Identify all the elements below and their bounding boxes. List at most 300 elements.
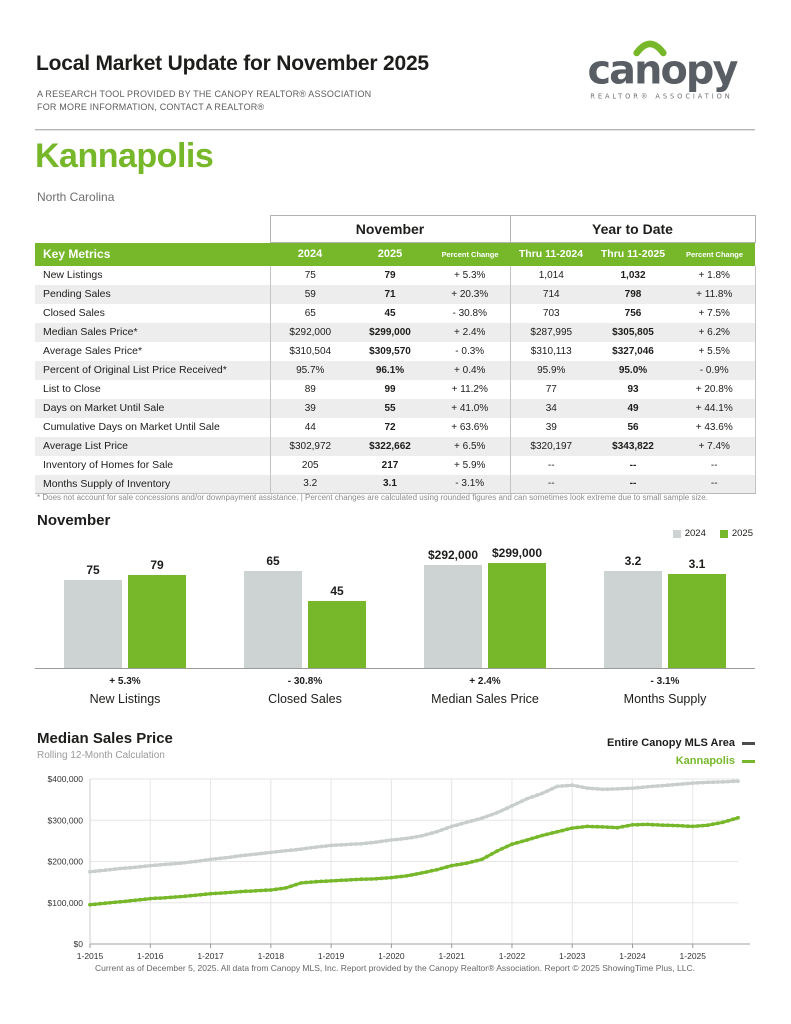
series-marker — [390, 876, 394, 880]
bar-pct-change: + 5.3% — [109, 676, 141, 687]
series-marker — [128, 866, 132, 870]
x-axis-label: 1-2019 — [317, 951, 345, 961]
metric-value: $309,570 — [369, 345, 411, 357]
series-marker — [163, 863, 167, 867]
series-marker — [661, 784, 665, 788]
subtitle-line-1: A RESEARCH TOOL PROVIDED BY THE CANOPY REALTOR® ASSOCIATION — [37, 89, 372, 99]
series-marker — [364, 841, 368, 845]
table-row — [35, 285, 755, 304]
bar-column-2024 — [604, 554, 662, 668]
series-marker — [189, 894, 193, 898]
series-marker — [495, 811, 499, 815]
series-marker — [475, 859, 479, 863]
series-marker — [661, 823, 665, 827]
metric-label: Median Sales Price* — [35, 323, 270, 342]
metric-value: 45 — [384, 307, 396, 319]
x-axis-label: 1-2017 — [197, 951, 224, 961]
bar-value-label: 75 — [86, 563, 100, 577]
metric-value: + 41.0% — [430, 399, 510, 418]
series-marker — [138, 898, 142, 902]
logo-wordmark: canopy — [587, 47, 737, 94]
bar-plot-area — [35, 542, 755, 668]
series-marker — [585, 825, 589, 829]
metric-value: 59 — [270, 285, 350, 304]
bar-group-caption — [575, 676, 755, 706]
bar-pct-change: - 3.1% — [650, 676, 680, 687]
series-marker — [400, 837, 404, 841]
footer-text: Current as of December 5, 2025. All data from Canopy MLS, Inc. Report provided by the Canopy Realtor® Association. Report © 2025 ShowingTime Plus, LLC. — [95, 963, 695, 973]
series-marker — [575, 826, 579, 830]
series-marker — [374, 840, 378, 844]
series-marker — [601, 825, 605, 829]
series-marker — [244, 889, 248, 893]
series-marker — [103, 868, 107, 872]
metric-value: 1,014 — [510, 266, 592, 285]
series-marker — [264, 851, 268, 855]
metric-value: + 1.8% — [674, 266, 755, 285]
series-marker — [651, 785, 655, 789]
series-marker — [616, 787, 620, 791]
series-marker — [595, 825, 599, 829]
legend-label-kannapolis: Kannapolis — [675, 755, 735, 767]
metric-value: + 11.2% — [451, 383, 488, 395]
series-marker — [385, 876, 389, 880]
series-marker — [550, 831, 554, 835]
series-marker — [103, 901, 107, 905]
bar-category-label: Median Sales Price — [431, 692, 539, 706]
bar-column-2025 — [668, 557, 726, 668]
metric-value: 217 — [381, 459, 399, 471]
series-marker — [575, 784, 579, 788]
median-price-line-chart-section — [35, 730, 755, 962]
metric-label: Average Sales Price* — [43, 345, 143, 357]
series-marker — [229, 855, 233, 859]
metric-value: $302,972 — [270, 437, 350, 456]
november-bar-chart-section — [35, 506, 755, 718]
canopy-logo — [583, 34, 753, 106]
metric-value: -- — [592, 475, 674, 494]
page-subtitle — [37, 88, 371, 114]
bar-column-2024 — [64, 563, 122, 668]
series-marker — [148, 864, 152, 868]
series-marker — [390, 838, 394, 842]
bar-chart-heading: November — [37, 512, 111, 529]
series-marker — [606, 825, 610, 829]
series-marker — [711, 822, 715, 826]
series-marker — [118, 900, 122, 904]
series-marker — [585, 786, 589, 790]
metric-label: Closed Sales — [43, 307, 105, 319]
series-marker — [123, 900, 127, 904]
series-marker — [249, 889, 253, 893]
series-marker — [189, 860, 193, 864]
series-marker — [445, 826, 449, 830]
series-marker — [621, 787, 625, 791]
series-marker — [148, 897, 152, 901]
bar-group — [35, 542, 215, 668]
bar-column-2024 — [424, 548, 482, 668]
metric-value: 75 — [270, 266, 350, 285]
series-marker — [259, 889, 263, 893]
legend-label-2024: 2024 — [684, 528, 706, 539]
series-marker — [108, 901, 112, 905]
table-row — [35, 342, 755, 361]
series-marker — [510, 842, 514, 846]
series-marker — [450, 825, 454, 829]
series-marker — [480, 858, 484, 862]
metric-value: 93 — [627, 383, 639, 395]
metric-label: Average List Price — [35, 437, 270, 456]
series-marker — [686, 782, 690, 786]
metric-value: 3.1 — [350, 475, 430, 494]
metric-label: Inventory of Homes for Sale — [43, 459, 174, 471]
series-marker — [540, 792, 544, 796]
series-marker — [224, 891, 228, 895]
series-marker — [299, 881, 303, 885]
y-axis-label: $300,000 — [47, 815, 83, 826]
x-axis-label: 1-2024 — [619, 951, 646, 961]
series-marker — [711, 780, 715, 784]
bar-column-2024 — [244, 554, 302, 668]
series-marker — [525, 797, 529, 801]
series-marker — [430, 869, 434, 873]
y-axis-label: $100,000 — [47, 897, 83, 908]
col-header-ytd-2024: Thru 11-2024 — [510, 243, 592, 266]
metric-value: + 5.9% — [454, 459, 486, 471]
series-marker — [405, 874, 409, 878]
series-marker — [470, 819, 474, 823]
metric-value: $322,662 — [350, 437, 430, 456]
series-marker — [174, 895, 178, 899]
series-marker — [284, 886, 288, 890]
metric-value: 72 — [384, 421, 396, 433]
series-marker — [309, 846, 313, 850]
group-header-november: November — [270, 216, 510, 243]
series-marker — [671, 824, 675, 828]
bar-column-2025 — [488, 546, 546, 668]
series-marker — [158, 863, 162, 867]
series-marker — [435, 830, 439, 834]
legend-item-2024 — [673, 528, 706, 539]
x-axis-label: 1-2018 — [257, 951, 285, 961]
series-marker — [601, 787, 605, 791]
metric-value: $343,822 — [592, 437, 674, 456]
series-marker — [395, 838, 399, 842]
series-marker — [505, 806, 509, 810]
metric-value: + 20.3% — [430, 285, 510, 304]
bar-pct-change: + 2.4% — [469, 676, 501, 687]
metric-value: 89 — [270, 380, 350, 399]
bar-chart-legend — [673, 528, 753, 539]
series-marker — [485, 815, 489, 819]
metric-value: 99 — [384, 383, 396, 395]
series-marker — [641, 823, 645, 827]
series-marker — [420, 834, 424, 838]
series-marker — [681, 782, 685, 786]
series-marker — [314, 880, 318, 884]
table-row — [35, 399, 755, 418]
series-marker — [369, 841, 373, 845]
bar-category-label: New Listings — [89, 692, 161, 706]
metric-value: + 7.5% — [674, 304, 755, 323]
series-marker — [219, 856, 223, 860]
series-marker — [440, 828, 444, 832]
series-marker — [274, 887, 278, 891]
series-marker — [98, 902, 102, 906]
metric-value: + 5.3% — [454, 269, 486, 281]
series-marker — [324, 844, 328, 848]
series-marker — [319, 880, 323, 884]
series-marker — [379, 877, 383, 881]
series-marker — [289, 848, 293, 852]
metric-label: Percent of Original List Price Received* — [35, 361, 270, 380]
col-header-ytd-2025: Thru 11-2025 — [592, 243, 674, 266]
series-marker — [334, 843, 338, 847]
series-marker — [721, 780, 725, 784]
series-marker — [666, 823, 670, 827]
series-marker — [646, 823, 650, 827]
series-marker — [626, 787, 630, 791]
series-marker — [364, 877, 368, 881]
metric-label: Months Supply of Inventory — [35, 475, 270, 494]
metric-value: 96.1% — [350, 361, 430, 380]
state-name: North Carolina — [37, 190, 115, 204]
legend-dash-kannapolis — [742, 760, 755, 763]
metric-value: - 30.8% — [452, 307, 487, 319]
metric-value: - 0.3% — [455, 345, 485, 357]
logo-tagline: REALTOR® ASSOCIATION — [590, 92, 733, 101]
col-header-nov-2025: 2025 — [350, 243, 430, 266]
series-marker — [359, 842, 363, 846]
series-marker — [736, 816, 740, 820]
series-marker — [505, 845, 509, 849]
series-marker — [530, 795, 534, 799]
series-marker — [480, 816, 484, 820]
series-marker — [329, 844, 333, 848]
series-marker — [153, 863, 157, 867]
metric-value: 1,032 — [620, 269, 646, 281]
series-marker — [264, 888, 268, 892]
series-marker — [420, 871, 424, 875]
series-marker — [515, 802, 519, 806]
series-marker — [455, 823, 459, 827]
series-marker — [570, 826, 574, 830]
series-marker — [415, 872, 419, 876]
series-marker — [93, 869, 97, 873]
line-chart-svg — [35, 772, 755, 964]
series-marker — [445, 865, 449, 869]
series-marker — [425, 870, 429, 874]
series-marker — [646, 785, 650, 789]
series-marker — [686, 824, 690, 828]
series-marker — [726, 780, 730, 784]
series-marker — [525, 838, 529, 842]
series-marker — [344, 843, 348, 847]
bar-value-label: $292,000 — [427, 548, 479, 562]
bar-value-label: 79 — [150, 558, 164, 572]
y-axis-label: $200,000 — [47, 856, 83, 867]
series-marker — [269, 888, 273, 892]
series-marker — [631, 786, 635, 790]
series-marker — [570, 783, 574, 787]
series-marker — [520, 840, 524, 844]
bar-group — [395, 542, 575, 668]
header-divider — [35, 129, 755, 131]
metric-value: $310,504 — [270, 342, 350, 361]
series-marker — [706, 780, 710, 784]
legend-swatch-2024 — [673, 530, 681, 538]
series-marker — [535, 793, 539, 797]
series-marker — [194, 893, 198, 897]
legend-item-mls-area — [607, 734, 755, 752]
bar-2024 — [244, 571, 302, 668]
series-marker — [229, 891, 233, 895]
series-marker — [234, 855, 238, 859]
bar-value-label: 3.1 — [688, 557, 706, 571]
series-marker — [254, 889, 258, 893]
series-marker — [259, 852, 263, 856]
series-marker — [400, 875, 404, 879]
legend-item-kannapolis — [607, 752, 755, 770]
x-axis-label: 1-2016 — [137, 951, 164, 961]
series-marker — [676, 783, 680, 787]
series-marker — [626, 824, 630, 828]
series-line-mls-area — [90, 781, 738, 872]
metric-label: Pending Sales — [35, 285, 270, 304]
bar-column-2025 — [308, 584, 366, 668]
table-row — [35, 475, 755, 494]
series-marker — [118, 867, 122, 871]
series-marker — [314, 845, 318, 849]
series-marker — [490, 852, 494, 856]
series-marker — [128, 899, 132, 903]
series-marker — [309, 880, 313, 884]
series-marker — [410, 873, 414, 877]
metric-value: 95.9% — [510, 361, 592, 380]
bar-pct-change: - 30.8% — [287, 676, 323, 687]
series-marker — [696, 824, 700, 828]
series-marker — [611, 787, 615, 791]
metric-value: - 0.9% — [674, 361, 755, 380]
series-marker — [510, 804, 514, 808]
x-axis-label: 1-2015 — [76, 951, 104, 961]
metric-value: -- — [674, 456, 755, 475]
series-marker — [359, 877, 363, 881]
series-marker — [93, 902, 97, 906]
table-column-header-row — [35, 243, 755, 266]
series-marker — [460, 822, 464, 826]
bar-group-caption — [395, 676, 575, 706]
series-marker — [641, 785, 645, 789]
metric-value: - 3.1% — [430, 475, 510, 494]
series-marker — [219, 891, 223, 895]
bar-2024 — [604, 571, 662, 668]
key-metrics-table — [35, 215, 756, 494]
table-row — [35, 323, 755, 342]
series-marker — [299, 847, 303, 851]
series-marker — [716, 821, 720, 825]
series-marker — [234, 890, 238, 894]
bar-category-label: Months Supply — [623, 692, 707, 706]
metric-value: $287,995 — [510, 323, 592, 342]
metric-value: $299,000 — [350, 323, 430, 342]
metric-value: 34 — [510, 399, 592, 418]
legend-item-2025 — [720, 528, 753, 539]
metric-label: Days on Market Until Sale — [35, 399, 270, 418]
metric-value: 77 — [510, 380, 592, 399]
series-marker — [465, 861, 469, 865]
series-marker — [550, 787, 554, 791]
series-marker — [450, 864, 454, 868]
series-marker — [671, 783, 675, 787]
series-marker — [731, 779, 735, 783]
x-axis-label: 1-2025 — [679, 951, 707, 961]
series-marker — [560, 829, 564, 833]
metric-value: 55 — [350, 399, 430, 418]
series-marker — [691, 781, 695, 785]
series-marker — [204, 892, 208, 896]
series-marker — [731, 817, 735, 821]
series-marker — [560, 784, 564, 788]
bar-2024 — [64, 580, 122, 668]
subtitle-line-2: FOR MORE INFORMATION, CONTACT A REALTOR® — [37, 102, 265, 112]
bar-column-2025 — [128, 558, 186, 668]
metric-value: $292,000 — [270, 323, 350, 342]
metric-value: 3.2 — [270, 475, 350, 494]
bar-value-label: $299,000 — [491, 546, 543, 560]
table-group-header-row — [35, 216, 755, 243]
series-marker — [354, 842, 358, 846]
series-marker — [616, 826, 620, 830]
series-marker — [174, 862, 178, 866]
x-axis-label: 1-2021 — [438, 951, 465, 961]
series-marker — [606, 787, 610, 791]
table-row — [35, 304, 755, 323]
metric-value: 95.7% — [270, 361, 350, 380]
metric-value: 65 — [270, 304, 350, 323]
metric-value: + 11.8% — [674, 285, 755, 304]
series-marker — [490, 813, 494, 817]
series-marker — [656, 784, 660, 788]
series-marker — [500, 847, 504, 851]
series-marker — [179, 861, 183, 865]
page-title: Local Market Update for November 2025 — [36, 52, 429, 75]
series-marker — [98, 869, 102, 873]
series-marker — [194, 860, 198, 864]
series-marker — [440, 867, 444, 871]
series-marker — [736, 779, 740, 783]
series-marker — [470, 860, 474, 864]
bar-chart-baseline — [35, 668, 755, 669]
series-marker — [184, 894, 188, 898]
series-marker — [88, 903, 92, 907]
series-marker — [274, 850, 278, 854]
series-marker — [319, 845, 323, 849]
series-marker — [545, 789, 549, 793]
bar-2025 — [488, 563, 546, 668]
metric-value: + 6.2% — [674, 323, 755, 342]
series-marker — [169, 862, 173, 866]
metric-value: -- — [629, 459, 637, 471]
metric-value: 71 — [350, 285, 430, 304]
col-header-nov-2024: 2024 — [270, 243, 350, 266]
bar-value-label: 3.2 — [624, 554, 642, 568]
series-marker — [631, 823, 635, 827]
metric-value: 39 — [270, 399, 350, 418]
table-row — [35, 418, 755, 437]
metric-value: + 43.6% — [674, 418, 755, 437]
series-marker — [339, 843, 343, 847]
